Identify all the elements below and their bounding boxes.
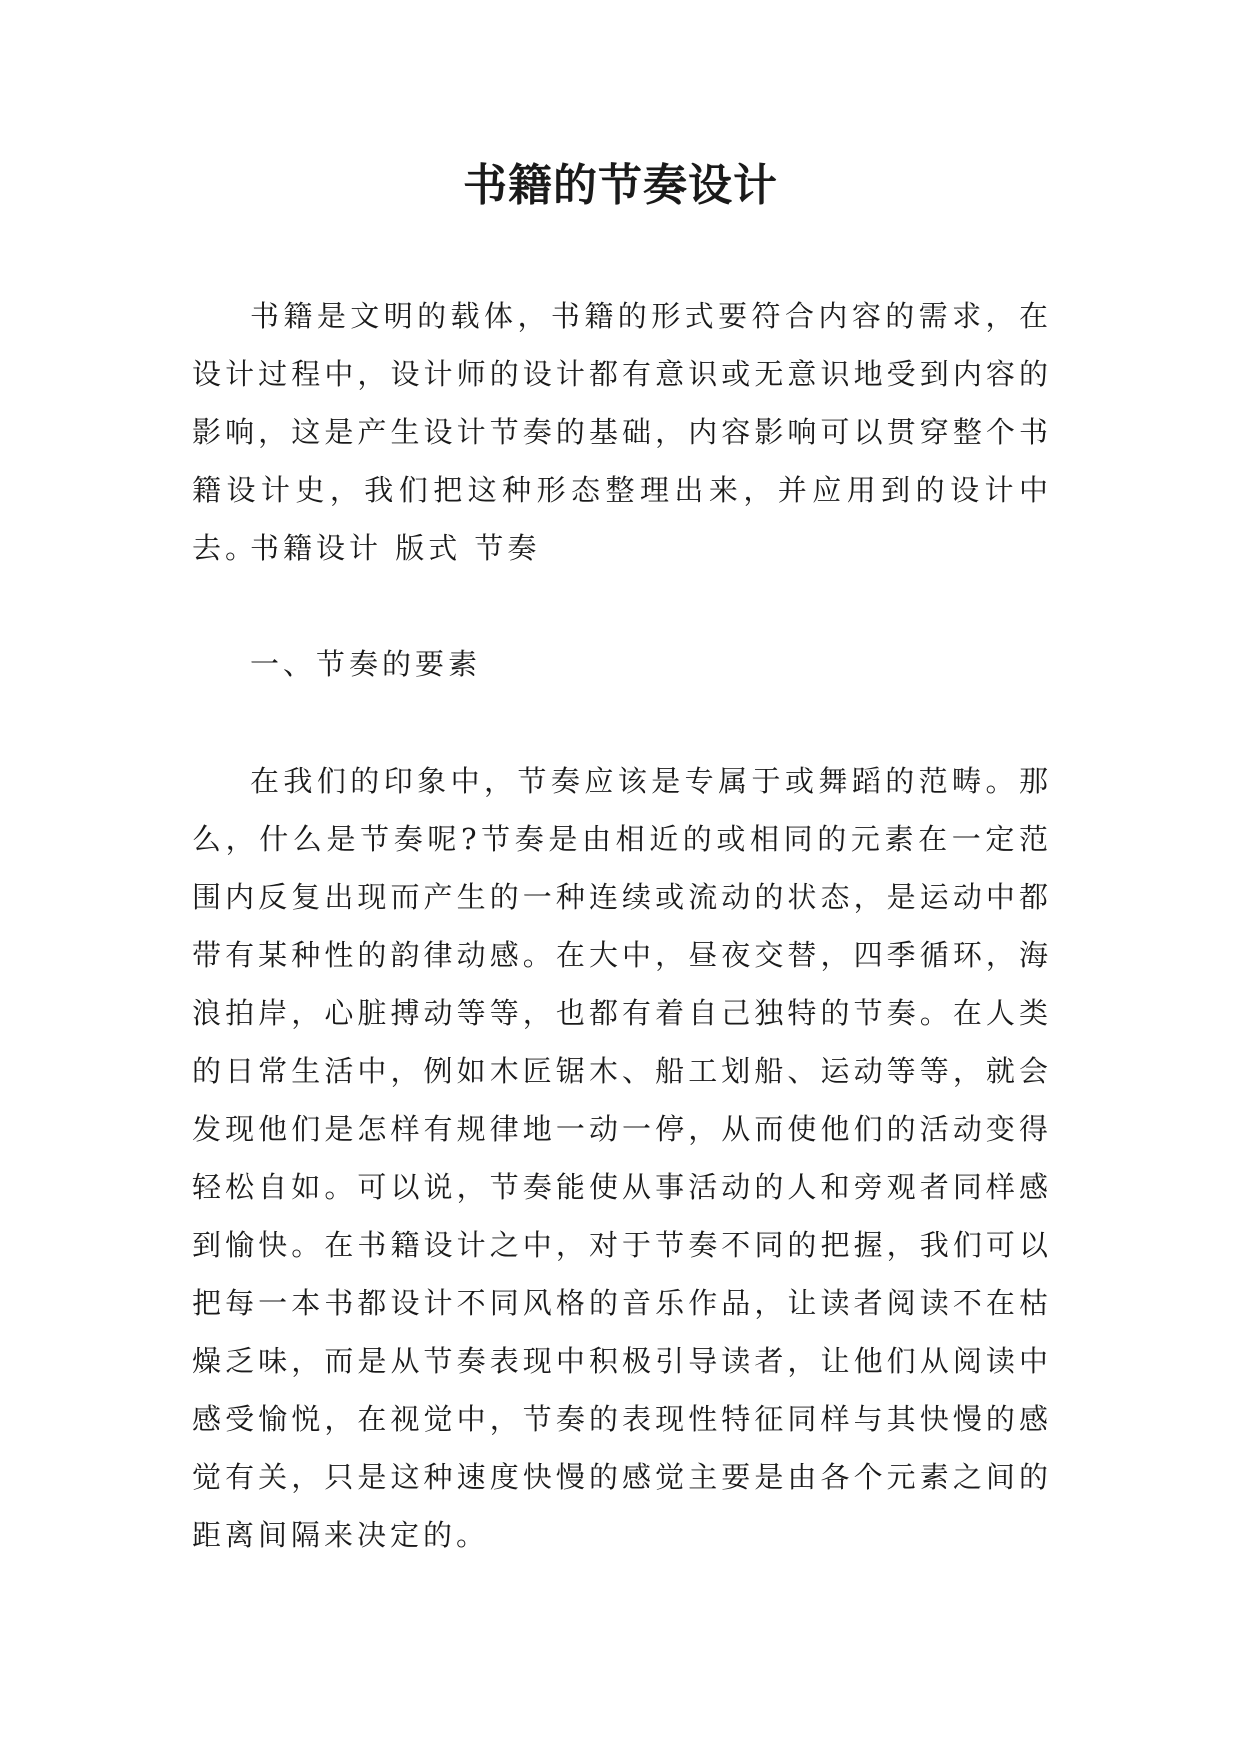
abstract-paragraph: 书籍是文明的载体，书籍的形式要符合内容的需求，在设计过程中，设计师的设计都有意识或无意识地受到内容的影响，这是产生设计节奏的基础，内容影响可以贯穿整个书籍设计史，我们把这种形态整理出来，并应用到的设计中去。 <box>192 299 1052 565</box>
body-paragraph: 在我们的印象中，节奏应该是专属于或舞蹈的范畴。那么，什么是节奏呢?节奏是由相近的或相同的元素在一定范围内反复出现而产生的一种连续或流动的状态，是运动中都带有某种性的韵律动感。在大中，昼夜交替，四季循环，海浪拍岸，心脏搏动等等，也都有着自己独特的节奏。在人类的日常生活中，例如木匠锯木、船工划船、运动等等，就会发现他们是怎样有规律地一动一停，从而使他们的活动变得轻松自如。可以说，节奏能使从事活动的人和旁观者同样感到愉快。在书籍设计之中，对于节奏不同的把握，我们可以把每一本书都设计不同风格的音乐作品，让读者阅读不在枯燥乏味，而是从节奏表现中积极引导读者，让他们从阅读中感受愉悦，在视觉中，节奏的表现性特征同样与其快慢的感觉有关，只是这种速度快慢的感觉主要是由各个元素之间的距离间隔来决定的。 <box>192 764 1052 1552</box>
section-heading: 一、节奏的要素 <box>250 647 482 681</box>
keywords-line: 书籍设计 版式 节奏 <box>250 531 541 565</box>
document-title: 书籍的节奏设计 <box>463 160 778 211</box>
